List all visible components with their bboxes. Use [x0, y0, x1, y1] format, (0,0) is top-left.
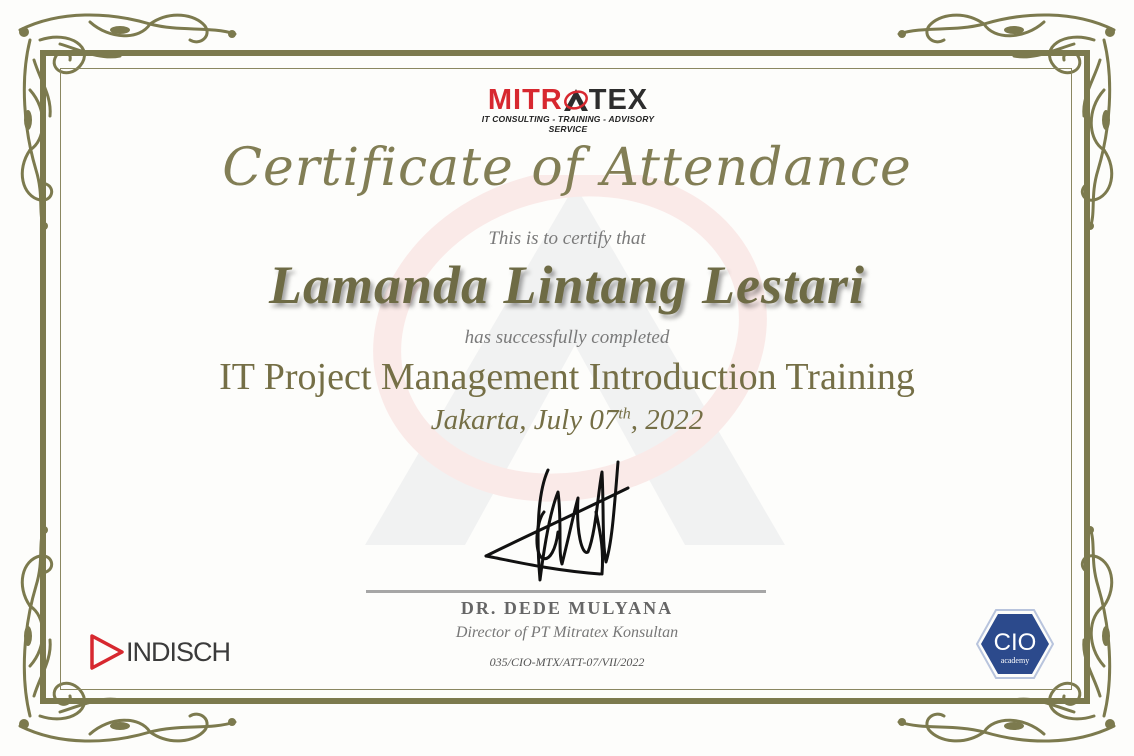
indisch-logo — [90, 633, 230, 671]
cio-label: CIO — [993, 629, 1037, 656]
certificate-title: Certificate of Attendance — [222, 138, 912, 198]
date-suffix-sup: th — [618, 405, 631, 423]
signature-line — [366, 590, 766, 593]
date-prefix: Jakarta, July 07 — [430, 404, 619, 436]
completed-text: has successfully completed — [464, 327, 670, 348]
logo-name-left: MITR — [487, 84, 563, 116]
date-year: , 2022 — [630, 404, 704, 436]
cio-academy-logo — [976, 608, 1054, 680]
mitratex-logo — [470, 84, 666, 134]
indisch-label: INDISCH — [126, 636, 231, 667]
cio-sub-label: academy — [1000, 656, 1030, 665]
certificate-date — [0, 404, 1134, 437]
logo-a-icon — [563, 88, 589, 112]
certificate-number: 035/CIO-MTX/ATT-07/VII/2022 — [489, 655, 645, 669]
course-title: IT Project Management Introduction Training — [219, 356, 915, 398]
intro-text: This is to certify that — [488, 228, 646, 249]
logo-name-right: TEX — [588, 84, 649, 116]
indisch-play-icon — [90, 634, 124, 670]
logo-tagline: IT CONSULTING - TRAINING - ADVISORY SERVICE — [481, 114, 655, 134]
recipient-name: Lamanda Lintang Lestari — [268, 255, 866, 315]
signer-name: DR. DEDE MULYANA — [460, 598, 674, 618]
signature — [478, 452, 638, 592]
signer-title: Director of PT Mitratex Konsultan — [455, 624, 679, 641]
